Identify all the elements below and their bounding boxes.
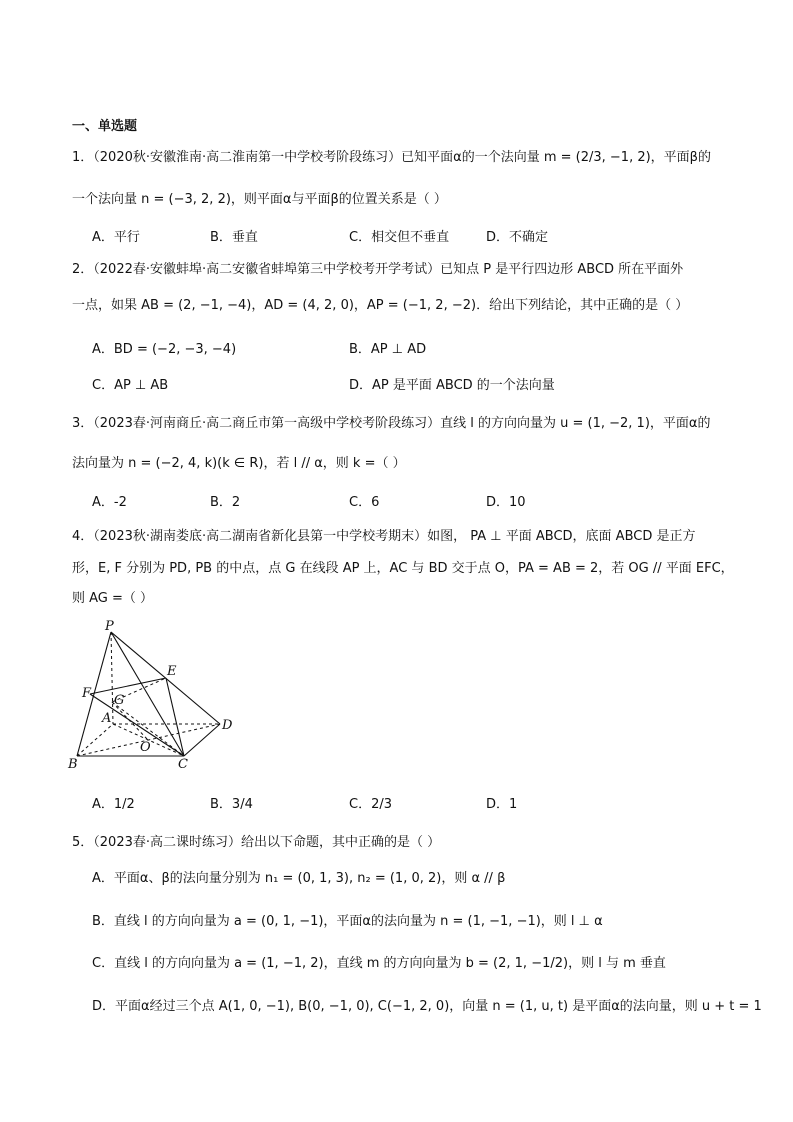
- question-3-line-1: 3．（2023春·河南商丘·高二商丘市第一高级中学校考阶段练习）直线 l 的方向向量为 u = (1, −2, 1)，平面α的: [72, 416, 711, 431]
- vertex-label-p: P: [105, 619, 114, 634]
- question-1-option-b: B．垂直: [210, 230, 258, 245]
- question-4-line-2: 形，E, F 分别为 PD, PB 的中点，点 G 在线段 AP 上，AC 与 BD 交于点 O，PA = AB = 2，若 OG // 平面 EFC，: [72, 561, 734, 576]
- question-3-option-b: B．2: [210, 495, 241, 510]
- question-3-option-a: A．-2: [92, 495, 127, 510]
- question-1-option-c: C．相交但不垂直: [349, 230, 450, 245]
- question-3-line-2: 法向量为 n = (−2, 4, k)(k ∈ R)，若 l // α，则 k =（ ）: [72, 456, 406, 471]
- vertex-label-o: O: [140, 740, 151, 755]
- question-5-option-d: D．平面α经过三个点 A(1, 0, −1), B(0, −1, 0), C(−1, 2, 0)，向量 n = (1, u, t) 是平面α的法向量，则 u + t = 1: [92, 999, 762, 1014]
- question-4-line-1: 4．（2023秋·湖南娄底·高二湖南省新化县第一中学校考期末）如图， PA ⊥ 平面 ABCD，底面 ABCD 是正方: [72, 529, 696, 544]
- question-4-option-d: D．1: [486, 797, 518, 812]
- question-5-option-b: B．直线 l 的方向向量为 a = (0, 1, −1)，平面α的法向量为 n = (1, −1, −1)，则 l ⊥ α: [92, 914, 603, 929]
- question-4-option-a: A．1/2: [92, 797, 135, 812]
- question-5-line-1: 5．（2023春·高二课时练习）给出以下命题，其中正确的是（ ）: [72, 835, 441, 850]
- question-4-option-c: C．2/3: [349, 797, 392, 812]
- section-title: 一、单选题: [72, 119, 138, 134]
- vertex-label-a: A: [102, 711, 112, 726]
- vertex-label-g: G: [114, 693, 125, 708]
- vertex-label-d: D: [222, 718, 233, 733]
- vertex-label-f: F: [82, 686, 92, 701]
- vertex-label-e: E: [167, 664, 177, 679]
- question-1-line-1: 1．（2020秋·安徽淮南·高二淮南第一中学校考阶段练习）已知平面α的一个法向量 m = (2/3, −1, 2)，平面β的: [72, 150, 711, 165]
- question-2-line-1: 2．（2022春·安徽蚌埠·高二安徽省蚌埠第三中学校考开学考试）已知点 P 是平行四边形 ABCD 所在平面外: [72, 262, 684, 277]
- question-2-option-a: A．BD = (−2, −3, −4): [92, 342, 237, 357]
- question-3-option-c: C．6: [349, 495, 380, 510]
- question-2-option-c: C．AP ⊥ AB: [92, 378, 169, 393]
- question-1-option-a: A．平行: [92, 230, 140, 245]
- question-2-line-2: 一点，如果 AB = (2, −1, −4)，AD = (4, 2, 0)，AP = (−1, 2, −2)．给出下列结论，其中正确的是（ ）: [72, 298, 689, 313]
- vertex-label-b: B: [68, 757, 78, 772]
- question-5-option-c: C．直线 l 的方向向量为 a = (1, −1, 2)，直线 m 的方向向量为 b = (2, 1, −1/2)，则 l 与 m 垂直: [92, 956, 666, 971]
- question-5-option-a: A．平面α、β的法向量分别为 n₁ = (0, 1, 3), n₂ = (1, 0, 2)，则 α // β: [92, 871, 506, 886]
- question-1-line-2: 一个法向量 n = (−3, 2, 2)，则平面α与平面β的位置关系是（ ）: [72, 192, 447, 207]
- question-2-option-b: B．AP ⊥ AD: [349, 342, 427, 357]
- vertex-label-c: C: [178, 757, 188, 772]
- question-1-option-d: D．不确定: [486, 230, 549, 245]
- question-4-line-3: 则 AG =（ ）: [72, 591, 154, 606]
- pyramid-figure: [65, 618, 245, 778]
- question-4-option-b: B．3/4: [210, 797, 253, 812]
- question-3-option-d: D．10: [486, 495, 526, 510]
- question-2-option-d: D．AP 是平面 ABCD 的一个法向量: [349, 378, 555, 393]
